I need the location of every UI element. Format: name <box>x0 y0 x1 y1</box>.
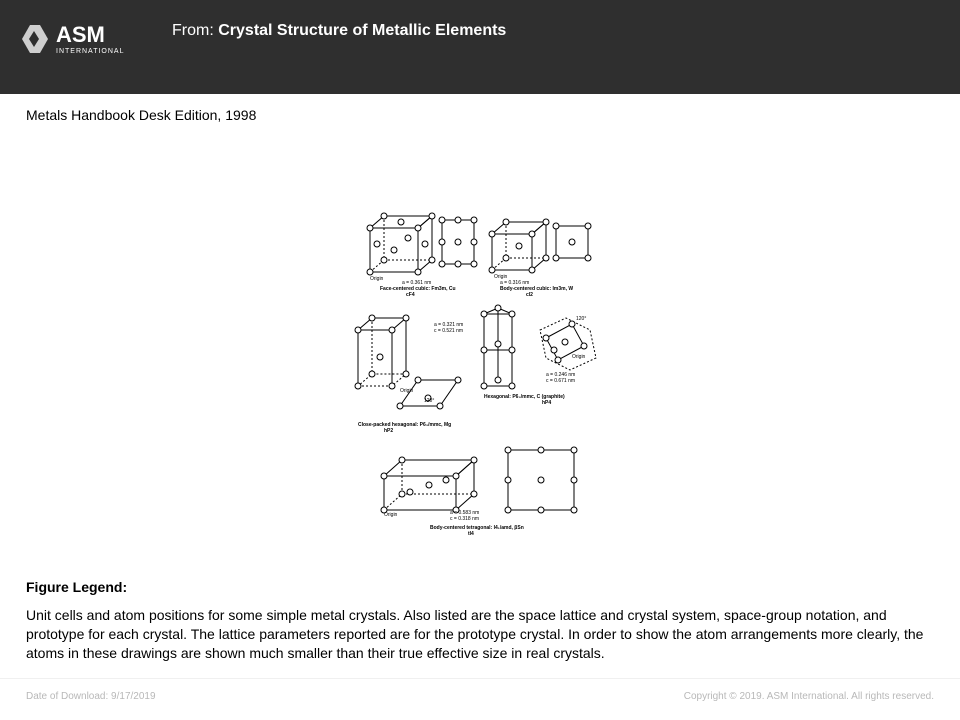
fcc-projection <box>439 217 477 267</box>
fcc-lattice-a: a = 0.361 nm <box>402 280 432 286</box>
crystal-structures-figure <box>350 210 610 540</box>
from-label: From: <box>172 22 214 39</box>
cph-origin-label: Origin <box>400 388 414 394</box>
hex-angle-label: 120° <box>576 316 587 322</box>
cph-caption: Close-packed hexagonal: P6₃/mmc, Mg <box>358 422 452 428</box>
bcc-lattice-a: a = 0.316 nm <box>500 280 530 286</box>
cph-lattice-c: c = 0.521 nm <box>434 328 464 334</box>
asm-logo <box>18 22 148 56</box>
fcc-caption: Face-centered cubic: Fm3m, Cu <box>380 286 456 292</box>
download-date: Date of Download: 9/17/2019 <box>26 691 156 702</box>
header-bar <box>0 0 960 94</box>
figure-source-title <box>172 22 506 40</box>
svg-text:INTERNATIONAL: INTERNATIONAL <box>56 48 125 55</box>
cph-angle-label: 120° <box>424 398 435 404</box>
fcc-unit-cell <box>367 213 435 275</box>
footer-divider <box>0 678 960 679</box>
bct-caption: Body-centered tetragonal: I4₁/amd, βSn <box>430 525 524 531</box>
fcc-origin-label: Origin <box>370 276 384 282</box>
bcc-caption: Body-centered cubic: Im3m, W <box>500 286 574 292</box>
copyright-notice: Copyright © 2019. ASM International. All rights reserved. <box>683 691 934 702</box>
figure-legend-text: Unit cells and atom positions for some simple metal crystals. Also listed are the space lattice and crystal system, space-group notation, and prototype for each crystal. The lattice parameters reported are for the prototype crystal. In order to show the atom arrangements more clearly, the atoms in these drawings are shown much smaller than their true effective size in real crystals. <box>26 607 924 661</box>
svg-text:ASM: ASM <box>56 22 105 47</box>
bcc-pearson: cI2 <box>526 292 533 298</box>
hex-lattice-a: a = 0.246 nm <box>546 372 576 378</box>
bct-lattice-a: a = 0.583 nm <box>450 510 480 516</box>
cph-lattice-a: a = 0.321 nm <box>434 322 464 328</box>
fcc-pearson: cF4 <box>406 292 415 298</box>
publication-source: Metals Handbook Desk Edition, 1998 <box>26 107 257 123</box>
bct-unit-cell <box>381 457 477 513</box>
cph-pearson: hP2 <box>384 428 394 434</box>
hex-caption: Hexagonal: P6₃/mmc, C (graphite) <box>484 394 565 400</box>
bct-projection <box>505 447 577 513</box>
figure-legend-heading: Figure Legend: <box>26 579 128 595</box>
hex-origin-label: Origin <box>572 354 586 360</box>
bct-pearson: tI4 <box>468 531 474 537</box>
bcc-unit-cell <box>489 219 549 273</box>
bct-origin-label: Origin <box>384 512 398 518</box>
book-title: Crystal Structure of Metallic Elements <box>218 22 507 39</box>
bcc-origin-label: Origin <box>494 274 508 280</box>
bcc-projection <box>553 223 591 261</box>
bct-lattice-c: c = 0.318 nm <box>450 516 480 522</box>
hex-lattice-c: c = 0.671 nm <box>546 378 576 384</box>
hex-pearson: hP4 <box>542 400 552 406</box>
